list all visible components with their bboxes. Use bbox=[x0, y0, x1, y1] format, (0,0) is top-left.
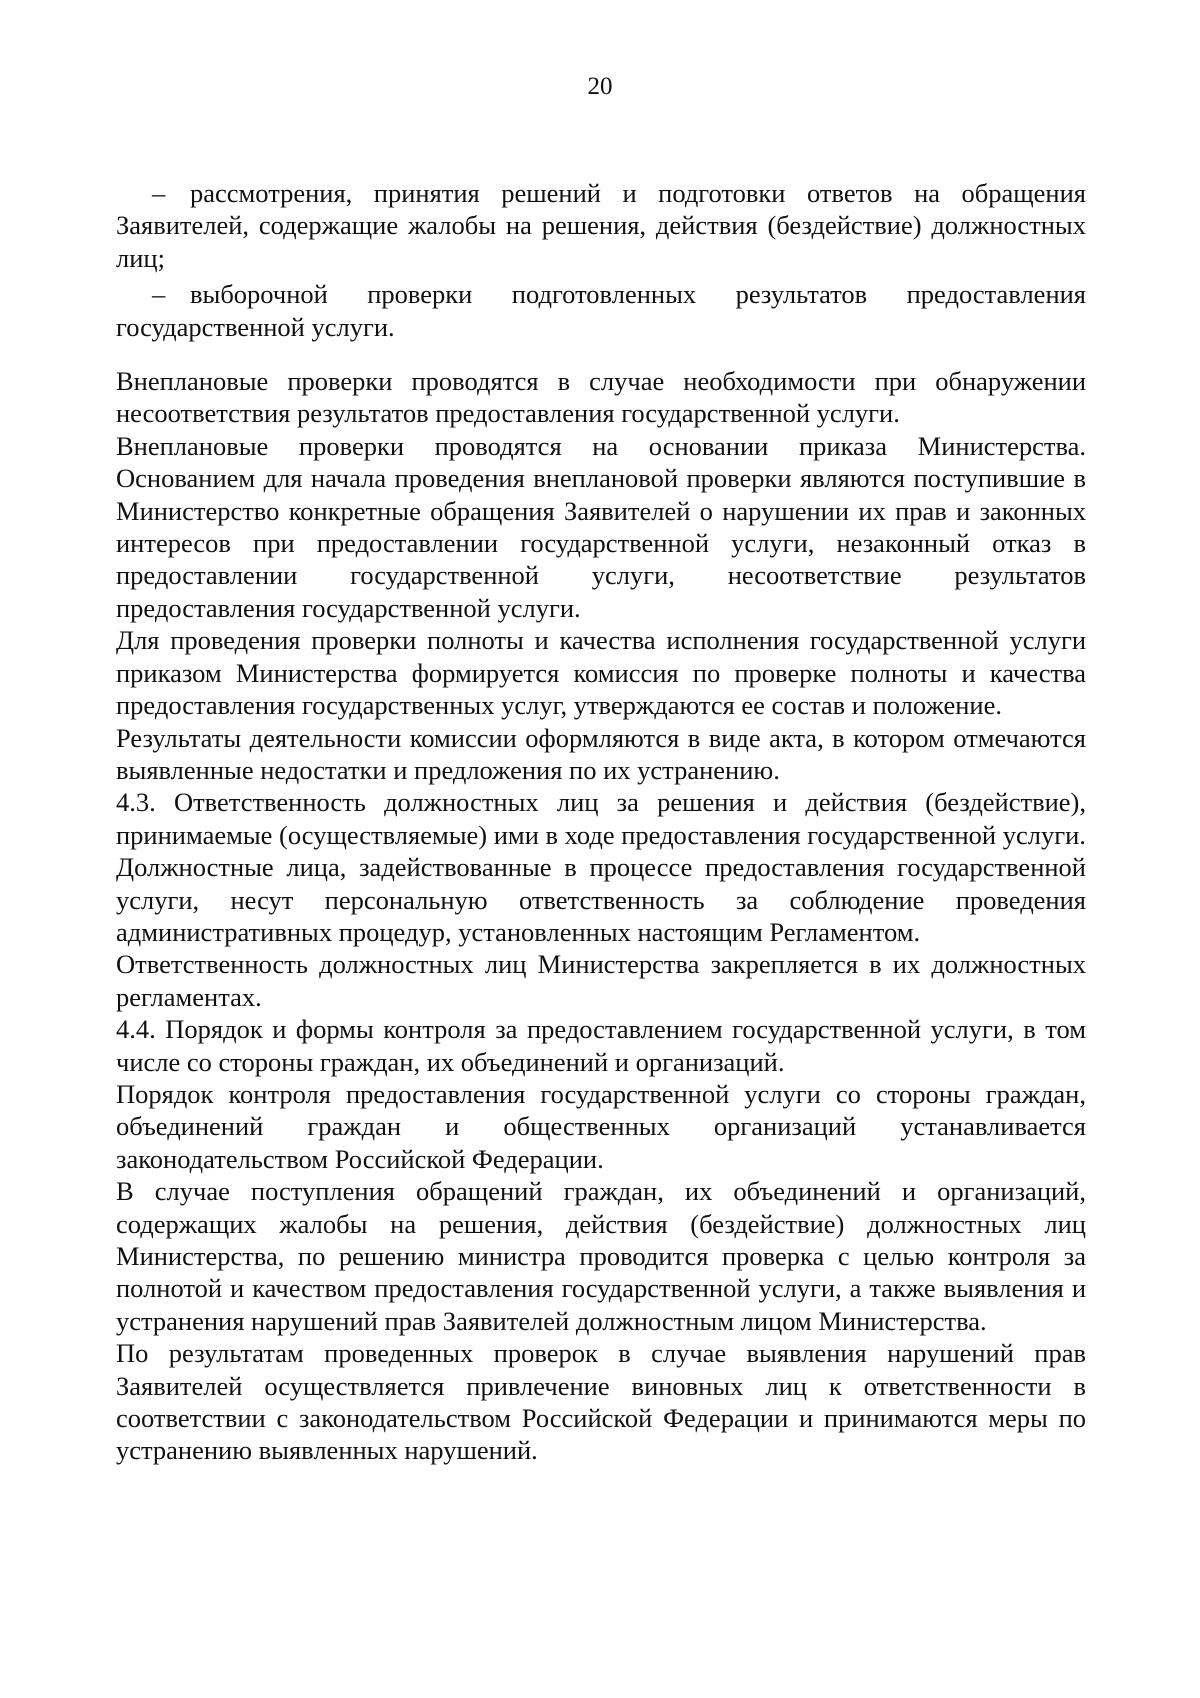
dash-marker: – bbox=[152, 279, 166, 310]
paragraph-personal-responsibility: Должностные лица, задействованные в процессе предоставления государственной услуги, несут персональную ответственность за соблюдение проведения административных процедур, установленных настоящим Регламентом. bbox=[116, 852, 1086, 947]
paragraph-inspection-results: По результатам проведенных проверок в случае выявления нарушений прав Заявителей осуществляется привлечение виновных лиц к ответственности в соответствии с законодательством Российской Федерации и принимаются меры по устранению выявленных нарушений. bbox=[116, 1338, 1086, 1466]
bullet-item bbox=[116, 278, 1086, 343]
bullet-item bbox=[116, 177, 1086, 274]
paragraph-complaints-check: В случае поступления обращений граждан, их объединений и организаций, содержащих жалобы на решения, действия (бездействие) должностных лиц Министерства, по решению министра проводится проверка с целью контроля за полнотой и качеством предоставления государственной услуги, а также выявления и устранения нарушений прав Заявителей должностным лицом Министерства. bbox=[116, 1176, 1086, 1336]
dash-marker: – bbox=[152, 178, 166, 208]
section-heading-4-3: 4.3. Ответственность должностных лиц за решения и действия (бездействие), принимаемые (осуществляемые) ими в ходе предоставления государственной услуги. bbox=[116, 787, 1086, 850]
paragraph-unplanned-inspections: Внеплановые проверки проводятся в случае необходимости при обнаружении несоответствия результатов предоставления государственной услуги. bbox=[116, 366, 1086, 429]
document-body bbox=[116, 177, 1086, 1467]
paragraph-control-procedure: Порядок контроля предоставления государственной услуги со стороны граждан, объединений граждан и общественных организаций устанавливается законодательством Российской Федерации. bbox=[116, 1078, 1086, 1174]
bullet-text: выборочной проверки подготовленных результатов предоставления государственной услуги. bbox=[116, 279, 1086, 342]
page-number: 20 bbox=[587, 73, 613, 100]
paragraph-inspection-basis: Внеплановые проверки проводятся на основании приказа Министерства. Основанием для начала проведения внеплановой проверки являются поступившие в Министерство конкретные обращения Заявителей о нарушении их прав и законных интересов при предоставлении государственной услуги, незаконный отказ в предоставлении государственной услуги, несоответствие результатов предоставления государственной услуги. bbox=[116, 430, 1086, 623]
paragraph-official-regulations: Ответственность должностных лиц Министерства закрепляется в их должностных регламентах. bbox=[116, 949, 1086, 1012]
section-heading-4-4: 4.4. Порядок и формы контроля за предоставлением государственной услуги, в том числе со стороны граждан, их объединений и организаций. bbox=[116, 1014, 1086, 1077]
paragraph-commission: Для проведения проверки полноты и качества исполнения государственной услуги приказом Министерства формируется комиссия по проверке полноты и качества предоставления государственных услуг, утверждаются ее состав и положение. bbox=[116, 625, 1086, 721]
bullet-text: рассмотрения, принятия решений и подготовки ответов на обращения Заявителей, содержащие жалобы на решения, действия (бездействие) должностных лиц; bbox=[116, 178, 1086, 273]
paragraph-commission-results: Результаты деятельности комиссии оформляются в виде акта, в котором отмечаются выявленные недостатки и предложения по их устранению. bbox=[116, 722, 1086, 785]
